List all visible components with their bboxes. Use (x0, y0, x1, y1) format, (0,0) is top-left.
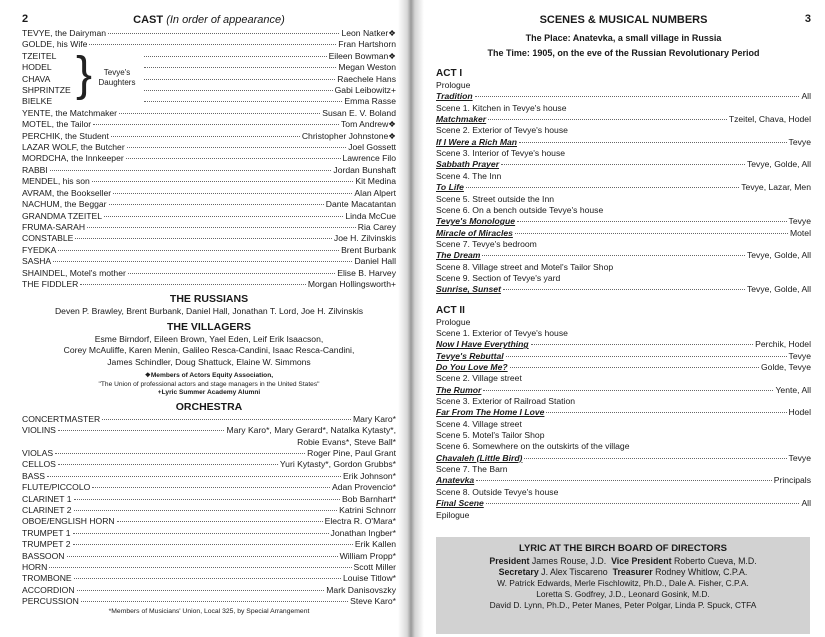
cast-row (22, 211, 396, 222)
dot-leader (524, 458, 786, 459)
board-of-directors (436, 537, 810, 634)
act2-list (436, 317, 811, 521)
cast-row-label: LAZAR WOLF, the Butcher (22, 142, 125, 153)
cast-row-value: Susan E. V. Boland (322, 107, 396, 118)
song-row-value: Principals (773, 475, 811, 486)
cast-row-value: Christopher Johnstone❖ (301, 130, 396, 141)
song-row (436, 159, 811, 170)
song-row-label: Now I Have Everything (436, 339, 529, 350)
orchestra-row (22, 585, 396, 596)
song-row (436, 137, 811, 148)
dot-leader (144, 67, 336, 68)
song-row-label: Anatevka (436, 475, 475, 486)
dot-leader (111, 136, 300, 137)
cast-row-label: FRUMA-SARAH (22, 221, 86, 232)
orchestra-row-value: Katrini Schnorr (339, 505, 396, 515)
daughter-role: CHAVA (22, 73, 51, 84)
orchestra-row-value: Scott Miller (353, 562, 396, 573)
cast-row (22, 142, 396, 153)
song-row (436, 339, 811, 350)
dot-leader (108, 33, 339, 34)
orchestra-row-value: Louise Titlow* (342, 573, 396, 584)
page-number-right: 3 (804, 13, 811, 25)
song-row-value: Tevye, Golde, All (746, 284, 811, 295)
dot-leader (127, 147, 347, 148)
cast-row-label: TEVYE, the Dairyman (22, 28, 107, 38)
orchestra-list-a (22, 414, 396, 437)
page-number-left: 2 (22, 13, 29, 25)
song-row (436, 351, 811, 362)
dot-leader (510, 367, 759, 368)
cast-heading (22, 13, 396, 28)
cast-row-value: Jordan Bunshaft (333, 164, 396, 175)
place-line: The Place: Anatevka, a small village in Russia (525, 33, 722, 43)
cast-row (22, 165, 396, 176)
cast-row-value: Elise B. Harvey (337, 267, 396, 278)
cast-row-value: Alan Alpert (354, 187, 396, 198)
dot-leader (87, 227, 356, 228)
dot-leader (119, 113, 320, 114)
daughter-actor: Megan Weston (338, 62, 396, 73)
daughter-row (142, 85, 396, 96)
dot-leader (73, 544, 353, 545)
dot-leader (92, 487, 330, 488)
act2-title: ACT II (436, 304, 465, 316)
orchestra-row (22, 539, 396, 550)
orchestra-row-value: Jonathan Ingber* (330, 527, 396, 538)
cast-row (22, 199, 396, 210)
orchestra-row-label: VIOLINS (22, 425, 56, 436)
dot-leader (104, 216, 343, 217)
song-row-value: Perchik, Hodel (755, 339, 811, 350)
orchestra-row-value: Steve Karo* (350, 596, 396, 607)
cast-row (22, 131, 396, 142)
orchestra-row (22, 494, 396, 505)
dot-leader (53, 261, 352, 262)
song-row (436, 114, 811, 125)
song-row-label: Do You Love Me? (436, 362, 508, 373)
orchestra-row (22, 505, 396, 516)
orchestra-row-value: Erik Kallen (354, 539, 396, 550)
board-members (440, 578, 806, 611)
cast-row (22, 256, 396, 267)
orchestra-row (22, 471, 396, 482)
orchestra-row (22, 528, 396, 539)
song-row-label: If I Were a Rich Man (436, 136, 518, 147)
board-title: LYRIC AT THE BIRCH BOARD OF DIRECTORS (519, 543, 727, 554)
cast-row (22, 108, 396, 119)
song-row-value: Tevye, Golde, All (746, 250, 811, 261)
dot-leader (102, 419, 351, 420)
cast-row-label: GOLDE, his Wife (22, 39, 88, 50)
dot-leader (476, 480, 772, 481)
orchestra-row-value: Erik Johnson* (342, 470, 396, 481)
cast-row (22, 119, 396, 130)
scene-line: Scene 7. Tevye's bedroom (436, 238, 537, 249)
song-row-label: Chavaleh (Little Bird) (436, 452, 523, 463)
dot-leader (482, 255, 745, 256)
dot-leader (531, 344, 753, 345)
dot-leader (126, 158, 341, 159)
dot-leader (49, 567, 351, 568)
song-row-value: Tevye (788, 136, 811, 147)
orchestra-row-value: Mary Karo*, Mary Gerard*, Natalka Kytasty*, (226, 425, 396, 436)
daughter-actor: Gabi Leibowitz+ (334, 85, 396, 96)
cast-row-label: SASHA (22, 256, 52, 267)
dot-leader (92, 181, 354, 182)
orchestra-row-label: CLARINET 1 (22, 493, 72, 504)
daughter-row (142, 62, 396, 73)
dot-leader (58, 250, 339, 251)
orchestra-continuation: Robie Evans*, Steve Ball* (297, 436, 396, 447)
dot-leader (128, 273, 335, 274)
dot-leader (144, 90, 333, 91)
villagers-title: THE VILLAGERS (166, 320, 251, 333)
dot-leader (89, 44, 336, 45)
orchestra-row (22, 516, 396, 527)
cast-row-value: Joel Gossett (348, 142, 396, 153)
cast-row-label: CONSTABLE (22, 233, 74, 244)
cast-row-label: THE FIDDLER (22, 278, 79, 289)
dot-leader (546, 412, 786, 413)
orchestra-row (22, 425, 396, 436)
orchestra-row-value: Mark Danisovszky (326, 584, 396, 595)
dot-leader (73, 533, 329, 534)
orchestra-row (22, 448, 396, 459)
dot-leader (506, 356, 787, 357)
dot-leader (58, 430, 225, 431)
cast-row-value: Linda McCue (345, 210, 396, 221)
cast-row-label: YENTE, the Matchmaker (22, 107, 118, 118)
act1-list (436, 80, 811, 296)
daughter-actor: Raechele Hans (337, 73, 396, 84)
time-line: The Time: 1905, on the eve of the Russian Revolutionary Period (487, 48, 760, 58)
orchestra-list-b (22, 448, 396, 608)
brace-glyph: } (76, 47, 93, 101)
dot-leader (55, 453, 305, 454)
dot-leader (144, 79, 335, 80)
song-row-value: Tevye (788, 350, 811, 361)
dot-leader (74, 578, 341, 579)
dot-leader (519, 142, 787, 143)
scene-line: Scene 5. Street outside the Inn (436, 193, 555, 204)
daughter-role: HODEL (22, 62, 52, 73)
orchestra-row-label: VIOLAS (22, 447, 54, 458)
dot-leader (75, 238, 332, 239)
cast-row-label: NACHUM, the Beggar (22, 199, 107, 210)
orchestra-row-label: TROMBONE (22, 573, 72, 584)
song-row-label: Matchmaker (436, 114, 487, 124)
song-row-label: Far From The Home I Love (436, 407, 545, 418)
song-row-label: Final Scene (436, 498, 484, 509)
cast-row (22, 153, 396, 164)
song-row-value: Tevye (788, 216, 811, 227)
scene-line: Scene 9. Section of Tevye's yard (436, 272, 561, 283)
song-row (436, 385, 811, 396)
orchestra-row-label: BASS (22, 470, 45, 481)
orchestra-row (22, 573, 396, 584)
dot-leader (117, 521, 323, 522)
footnote-line: +Lyric Summer Academy Alumni (157, 389, 261, 397)
scene-line: Epilogue (436, 509, 470, 520)
dot-leader (144, 101, 342, 102)
song-row (436, 250, 811, 261)
orchestra-row-label: OBOE/ENGLISH HORN (22, 516, 115, 527)
song-row-label: Tradition (436, 91, 473, 102)
dot-leader (483, 390, 773, 391)
song-row (436, 182, 811, 193)
song-row (436, 228, 811, 239)
scene-line: Scene 6. Somewhere on the outskirts of the village (436, 441, 630, 452)
cast-row-label: RABBI (22, 164, 48, 175)
dot-leader (58, 464, 278, 465)
orchestra-row (22, 459, 396, 470)
dot-leader (501, 164, 745, 165)
daughters-group (22, 47, 396, 108)
scene-line: Scene 4. Village street (436, 418, 522, 429)
cast-row-value: Brent Burbank (341, 244, 396, 255)
russians-names: Deven P. Brawley, Brent Burbank, Daniel Hall, Jonathan T. Lord, Joe H. Zilvinskis (54, 306, 364, 317)
dot-leader (475, 96, 800, 97)
song-row-value: Tevye, Lazar, Men (741, 182, 811, 193)
cast-row-value: Tom Andrew❖ (341, 119, 396, 130)
dot-leader (144, 56, 327, 57)
song-row (436, 407, 811, 418)
song-row-label: The Dream (436, 250, 481, 261)
cast-row-label: MORDCHA, the Innkeeper (22, 153, 124, 164)
daughter-roles (22, 51, 76, 108)
song-row-value: Hodel (788, 407, 811, 418)
left-page (0, 0, 408, 637)
scene-line: Scene 2. Exterior of Tevye's house (436, 125, 568, 136)
song-row-label: The Rumor (436, 384, 482, 395)
villagers-names (22, 334, 396, 368)
orchestra-row (22, 562, 396, 573)
orchestra-row-value: Yuri Kytasty*, Gordon Grubbs* (279, 459, 396, 470)
footnote-line: "The Union of professional actors and stage managers in the United States" (98, 380, 320, 388)
song-row (436, 475, 811, 486)
board-member-line: Loretta S. Godfrey, J.D., Leonard Gosink, M.D. (536, 589, 710, 599)
song-row (436, 91, 811, 102)
act1-title: ACT I (436, 68, 463, 79)
dot-leader (517, 221, 786, 222)
song-row-value: All (801, 91, 811, 102)
cast-row-label: PERCHIK, the Student (22, 130, 109, 141)
song-row-value: All (801, 498, 811, 509)
orchestra-row (22, 551, 396, 562)
scene-line: Prologue (436, 80, 471, 90)
orchestra-row-value: Adan Provencio* (331, 482, 396, 493)
dot-leader (503, 289, 745, 290)
orchestra-row-label: HORN (22, 562, 48, 573)
villagers-line: Esme Birndorf, Eileen Brown, Yael Eden, Leif Erik Isaacson, (94, 333, 324, 344)
scene-line: Scene 1. Exterior of Tevye's house (436, 327, 568, 338)
orchestra-row-label: CELLOS (22, 459, 56, 470)
song-row-value: Golde, Tevye (760, 362, 811, 373)
daughters-label (92, 68, 142, 108)
song-row (436, 453, 811, 464)
scene-line: Scene 2. Village street (436, 373, 522, 384)
daughter-actor: Eileen Bowman❖ (328, 50, 396, 61)
cast-row (22, 279, 396, 290)
cast-row-label: MOTEL, the Tailor (22, 119, 92, 130)
orchestra-row (22, 482, 396, 493)
song-row-value: Motel (789, 227, 811, 238)
villagers-line: Corey McAuliffe, Karen Menin, Galileo Resca-Candini, Isaac Resca-Candini, (63, 345, 355, 356)
daughter-row (142, 51, 396, 62)
dot-leader (488, 119, 727, 120)
russians-title: THE RUSSIANS (169, 293, 249, 306)
song-row-value: Tzeitel, Chava, Hodel (728, 114, 811, 124)
orchestra-row-value: Roger Pine, Paul Grant (307, 447, 396, 458)
daughters-label-line1: Tevye's (103, 67, 131, 77)
scene-line: Scene 8. Village street and Motel's Tailor Shop (436, 261, 614, 272)
song-row (436, 284, 811, 295)
cast-row-value: Ria Carey (357, 221, 396, 232)
scene-line: Scene 5. Motel's Tailor Shop (436, 430, 545, 441)
orchestra-row (22, 414, 396, 425)
dot-leader (466, 187, 739, 188)
cast-row (22, 268, 396, 279)
song-row-label: Miracle of Miracles (436, 227, 513, 238)
orchestra-row-label: BASSOON (22, 550, 65, 561)
dot-leader (113, 193, 352, 194)
orchestra-row-label: TRUMPET 1 (22, 527, 71, 538)
scene-line: Prologue (436, 316, 471, 327)
scene-line: Scene 6. On a bench outside Tevye's house (436, 204, 604, 215)
cast-row-label: MENDEL, his son (22, 176, 90, 187)
daughter-actors (142, 51, 396, 108)
cast-row-value: Morgan Hollingsworth+ (307, 278, 396, 289)
dot-leader (67, 556, 338, 557)
song-row-label: Tevye's Rebuttal (436, 350, 504, 361)
song-row-label: Sunrise, Sunset (436, 284, 501, 295)
song-row-value: Yente, All (775, 384, 811, 395)
orchestra-row-label: ACCORDION (22, 584, 75, 595)
dot-leader (80, 284, 306, 285)
orchestra-row-value: Mary Karo* (353, 413, 396, 424)
daughter-actor: Emma Rasse (344, 96, 396, 107)
dot-leader (74, 499, 341, 500)
cast-row (22, 222, 396, 233)
dot-leader (77, 590, 325, 591)
cast-row-value: Lawrence Filo (342, 153, 396, 164)
song-row-value: Tevye (788, 452, 811, 463)
orchestra-row-label: FLUTE/PICCOLO (22, 482, 91, 493)
cast-row-value: Leon Natker❖ (341, 28, 396, 38)
song-row (436, 498, 811, 509)
daughter-role: BIELKE (22, 96, 53, 107)
cast-row-value: Daniel Hall (354, 256, 396, 267)
scene-line: Scene 3. Exterior of Railroad Station (436, 396, 576, 407)
cast-row (22, 176, 396, 187)
cast-title: CAST (133, 14, 164, 26)
dot-leader (47, 476, 341, 477)
orchestra-row-value: Electra R. O'Mara* (324, 516, 396, 527)
orchestra-row (22, 596, 396, 607)
song-row (436, 216, 811, 227)
equity-notes (22, 372, 396, 398)
orchestra-row-value: William Propp* (339, 550, 396, 561)
dot-leader (81, 601, 348, 602)
daughter-role: TZEITEL (22, 50, 57, 61)
orchestra-title: ORCHESTRA (175, 400, 243, 413)
orchestra-row-label: CLARINET 2 (22, 505, 72, 515)
cast-list-rest (22, 108, 396, 291)
cast-row-value: Fran Hartshorn (338, 39, 396, 50)
daughter-row (142, 96, 396, 107)
orchestra-row-value: Bob Barnhart* (342, 493, 396, 504)
cast-row-label: FYEDKA (22, 244, 57, 255)
dot-leader (486, 503, 800, 504)
dot-leader (515, 233, 788, 234)
daughter-role: SHPRINTZE (22, 85, 71, 96)
dot-leader (109, 204, 324, 205)
board-officers-1: President James Rouse, J.D. Vice President Roberto Cueva, M.D. (489, 556, 757, 566)
dot-leader (93, 124, 339, 125)
cast-subtitle: (In order of appearance) (166, 14, 285, 26)
dot-leader (74, 510, 338, 511)
cast-row-value: Joe H. Zilvinskis (333, 233, 396, 244)
cast-row-label: SHAINDEL, Motel's mother (22, 267, 126, 278)
scene-line: Scene 4. The Inn (436, 170, 502, 181)
cast-row-value: Dante Macatantan (325, 199, 396, 210)
scene-line: Scene 1. Kitchen in Tevye's house (436, 102, 567, 113)
cast-row-value: Kit Medina (355, 176, 396, 187)
song-row-label: Sabbath Prayer (436, 159, 500, 170)
daughters-label-line2: Daughters (98, 77, 136, 87)
cast-row (22, 233, 396, 244)
song-row-value: Tevye, Golde, All (746, 159, 811, 170)
villagers-line: James Schindler, Doug Shattuck, Elaine W. Simmons (107, 356, 311, 367)
orchestra-row-label: TRUMPET 2 (22, 539, 71, 550)
cast-row (22, 188, 396, 199)
scene-line: Scene 7. The Barn (436, 464, 508, 475)
union-note: *Members of Musicians' Union, Local 325, by Special Arrangement (108, 607, 310, 615)
footnote-line: ❖Members of Actors Equity Association, (144, 371, 274, 379)
cast-row (22, 28, 396, 39)
scene-line: Scene 3. Interior of Tevye's house (436, 148, 566, 159)
scenes-title: SCENES & MUSICAL NUMBERS (539, 14, 708, 26)
board-member-line: W. Patrick Edwards, Merle Fischlowitz, Ph.D., Dale A. Fisher, C.P.A. (497, 578, 749, 588)
cast-row-label: AVRAM, the Bookseller (22, 187, 112, 198)
daughter-row (142, 74, 396, 85)
dot-leader (50, 170, 332, 171)
song-row (436, 362, 811, 373)
cast-row-label: GRANDMA TZEITEL (22, 210, 103, 221)
board-member-line: David D. Lynn, Ph.D., Peter Manes, Peter Polgar, Linda P. Spuck, CTFA (489, 600, 757, 610)
orchestra-row-label: CONCERTMASTER (22, 413, 101, 424)
cast-row (22, 245, 396, 256)
orchestra-row-label: PERCUSSION (22, 596, 79, 607)
song-row-label: Tevye's Monologue (436, 216, 516, 227)
scene-line: Scene 8. Outside Tevye's house (436, 486, 559, 497)
song-row-label: To Life (436, 182, 464, 193)
board-officers-2: Secretary J. Alex Tiscareno Treasurer Rodney Whitlow, C.P.A. (498, 567, 748, 577)
